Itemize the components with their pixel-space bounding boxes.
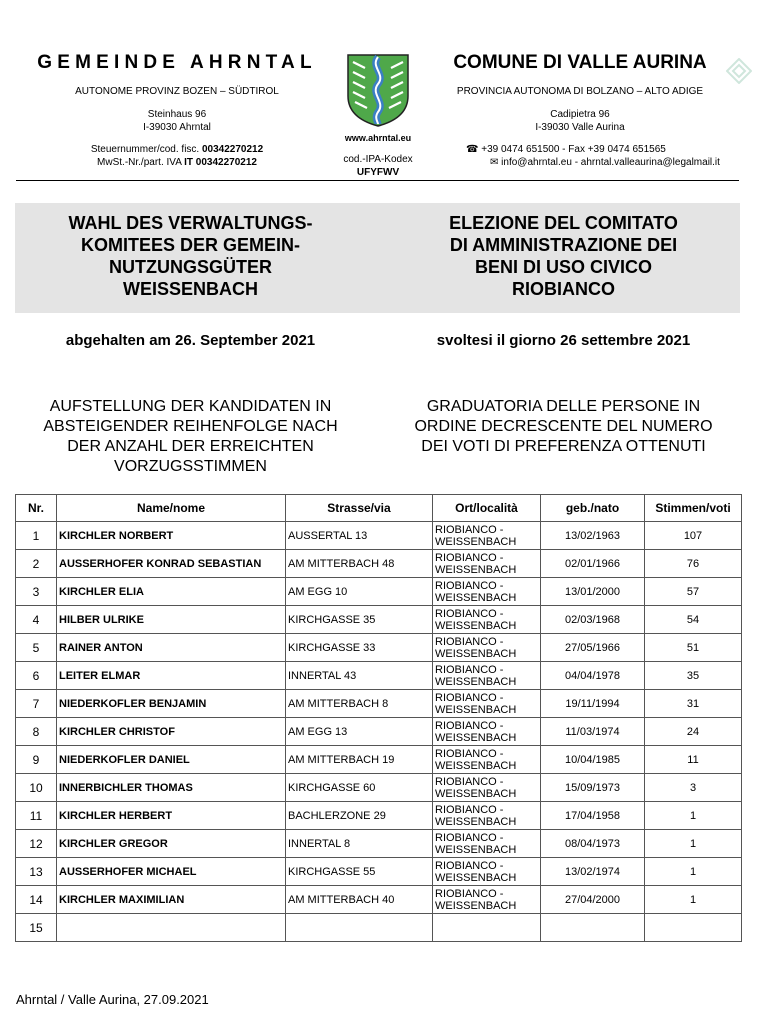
section-de	[18, 397, 363, 477]
location-line2: WEISSENBACH	[435, 647, 517, 660]
location-line2: WEISSENBACH	[435, 619, 517, 632]
cell-nr: 1	[16, 522, 57, 550]
location-line2: WEISSENBACH	[435, 843, 517, 856]
cell-votes: 1	[645, 830, 742, 858]
location-line2: WEISSENBACH	[435, 591, 517, 604]
section-it-line3: DEI VOTI DI PREFERENZA OTTENUTI	[421, 438, 706, 455]
cell-name: KIRCHLER MAXIMILIAN	[57, 886, 286, 914]
cell-street: INNERTAL 43	[286, 662, 433, 690]
location-line2: WEISSENBACH	[435, 703, 517, 716]
date-it: svoltesi il giorno 26 settembre 2021	[436, 332, 691, 349]
cell-location	[433, 718, 541, 746]
cell-location	[433, 606, 541, 634]
vat-value: IT 00342270212	[184, 157, 257, 168]
cell-born: 10/04/1985	[541, 746, 645, 774]
cell-votes: 1	[645, 858, 742, 886]
cell-votes: 31	[645, 690, 742, 718]
location-line1: RIOBIANCO -	[435, 859, 504, 872]
cell-street: KIRCHGASSE 60	[286, 774, 433, 802]
title-de-line1: WAHL DES VERWALTUNGS-	[68, 213, 313, 233]
address-line2-de: I-39030 Ahrntal	[143, 122, 211, 133]
cell-born: 17/04/1958	[541, 802, 645, 830]
section-it	[386, 397, 741, 457]
cell-votes: 1	[645, 886, 742, 914]
cell-name: KIRCHLER GREGOR	[57, 830, 286, 858]
table-row	[16, 634, 742, 662]
location-line2: WEISSENBACH	[435, 815, 517, 828]
header-separator	[16, 180, 739, 181]
title-it-line4: RIOBIANCO	[512, 279, 615, 299]
cell-street: AM MITTERBACH 8	[286, 690, 433, 718]
cell-nr: 11	[16, 802, 57, 830]
cell-votes	[645, 914, 742, 942]
cell-name: KIRCHLER NORBERT	[57, 522, 286, 550]
cell-street: AUSSERTAL 13	[286, 522, 433, 550]
cell-street: KIRCHGASSE 33	[286, 634, 433, 662]
cell-street: AM MITTERBACH 19	[286, 746, 433, 774]
cell-nr: 10	[16, 774, 57, 802]
ipa-label: cod.-IPA-Kodex	[343, 154, 413, 165]
section-de-line2: ABSTEIGENDER REIHENFOLGE NACH	[43, 418, 338, 435]
table-row	[16, 802, 742, 830]
header-right	[430, 52, 730, 169]
cell-location	[433, 746, 541, 774]
location-line2: WEISSENBACH	[435, 871, 517, 884]
location-line1: RIOBIANCO -	[435, 607, 504, 620]
cell-born: 04/04/1978	[541, 662, 645, 690]
location-line1: RIOBIANCO -	[435, 719, 504, 732]
cell-name: AUSSERHOFER KONRAD SEBASTIAN	[57, 550, 286, 578]
tax-value: 00342270212	[201, 144, 264, 155]
cell-location	[433, 886, 541, 914]
cell-name: KIRCHLER ELIA	[57, 578, 286, 606]
location-line1: RIOBIANCO -	[435, 635, 504, 648]
location-line2: WEISSENBACH	[435, 563, 517, 576]
cell-born: 08/04/1973	[541, 830, 645, 858]
title-de-line4: WEISSENBACH	[122, 279, 258, 299]
location-line1: RIOBIANCO -	[435, 747, 504, 760]
cell-nr: 4	[16, 606, 57, 634]
cell-born: 19/11/1994	[541, 690, 645, 718]
phone-icon: ☎	[466, 144, 479, 155]
col-header-name: Name/nome	[57, 495, 286, 522]
col-header-street: Strasse/via	[286, 495, 433, 522]
cell-nr: 6	[16, 662, 57, 690]
cell-votes: 35	[645, 662, 742, 690]
cell-votes: 51	[645, 634, 742, 662]
cell-name: INNERBICHLER THOMAS	[57, 774, 286, 802]
table-row	[16, 578, 742, 606]
table-row	[16, 830, 742, 858]
cell-born: 02/01/1966	[541, 550, 645, 578]
cell-born: 15/09/1973	[541, 774, 645, 802]
section-de-line4: VORZUGSSTIMMEN	[114, 458, 267, 475]
cell-street: KIRCHGASSE 35	[286, 606, 433, 634]
col-header-location: Ort/località	[433, 495, 541, 522]
cell-location	[433, 662, 541, 690]
cell-location	[433, 830, 541, 858]
cell-born	[541, 914, 645, 942]
cell-street: AM MITTERBACH 48	[286, 550, 433, 578]
col-header-votes: Stimmen/voti	[645, 495, 742, 522]
tax-number	[18, 143, 336, 156]
table-row	[16, 774, 742, 802]
cell-nr: 3	[16, 578, 57, 606]
cell-name: KIRCHLER CHRISTOF	[57, 718, 286, 746]
cell-street	[286, 914, 433, 942]
cell-born: 27/05/1966	[541, 634, 645, 662]
location-line2: WEISSENBACH	[435, 759, 517, 772]
cell-nr: 15	[16, 914, 57, 942]
cell-nr: 14	[16, 886, 57, 914]
location-line1: RIOBIANCO -	[435, 803, 504, 816]
results-table	[15, 494, 742, 942]
cell-born: 13/02/1974	[541, 858, 645, 886]
cell-votes: 54	[645, 606, 742, 634]
cell-name: KIRCHLER HERBERT	[57, 802, 286, 830]
location-line2: WEISSENBACH	[435, 675, 517, 688]
date-de: abgehalten am 26. September 2021	[65, 332, 316, 349]
province-de: AUTONOME PROVINZ BOZEN – SÜDTIROL	[75, 86, 279, 97]
cell-nr: 5	[16, 634, 57, 662]
cell-votes: 76	[645, 550, 742, 578]
cell-location	[433, 578, 541, 606]
location-line1: RIOBIANCO -	[435, 775, 504, 788]
title-de-line3: NUTZUNGSGÜTER	[109, 257, 272, 277]
ipa-value: UFYFWV	[356, 167, 400, 178]
title-it-line1: ELEZIONE DEL COMITATO	[449, 213, 678, 233]
cell-name	[57, 914, 286, 942]
cell-born: 13/02/1963	[541, 522, 645, 550]
table-row	[16, 662, 742, 690]
title-it-line3: BENI DI USO CIVICO	[474, 257, 653, 277]
cell-street: AM EGG 10	[286, 578, 433, 606]
table-row	[16, 746, 742, 774]
table-header-row	[16, 495, 742, 522]
table-row	[16, 606, 742, 634]
col-header-nr: Nr.	[16, 495, 57, 522]
address-line2-it: I-39030 Valle Aurina	[535, 122, 625, 133]
location-line1: RIOBIANCO -	[435, 663, 504, 676]
cell-votes: 57	[645, 578, 742, 606]
cell-born: 27/04/2000	[541, 886, 645, 914]
section-it-line2: ORDINE DECRESCENTE DEL NUMERO	[414, 418, 713, 435]
section-it-line1: GRADUATORIA DELLE PERSONE IN	[426, 398, 701, 415]
cell-street: BACHLERZONE 29	[286, 802, 433, 830]
cell-votes: 11	[645, 746, 742, 774]
cell-location	[433, 774, 541, 802]
address-line1-it: Cadipietra 96	[550, 109, 610, 120]
location-line2: WEISSENBACH	[435, 535, 517, 548]
email-line	[430, 156, 730, 169]
title-it	[386, 212, 741, 300]
cell-name: NIEDERKOFLER DANIEL	[57, 746, 286, 774]
org-name-it: COMUNE DI VALLE AURINA	[453, 52, 707, 73]
table-row	[16, 718, 742, 746]
email-text[interactable]: info@ahrntal.eu - ahrntal.valleaurina@legalmail.it	[501, 157, 720, 168]
table-row	[16, 690, 742, 718]
cell-born: 11/03/1974	[541, 718, 645, 746]
cell-votes: 1	[645, 802, 742, 830]
cell-name: NIEDERKOFLER BENJAMIN	[57, 690, 286, 718]
cell-nr: 13	[16, 858, 57, 886]
cell-location	[433, 634, 541, 662]
cell-nr: 7	[16, 690, 57, 718]
cell-location	[433, 858, 541, 886]
org-name-de: GEMEINDE AHRNTAL	[37, 52, 317, 73]
cell-street: INNERTAL 8	[286, 830, 433, 858]
mail-icon: ✉	[490, 157, 499, 168]
location-line1: RIOBIANCO -	[435, 831, 504, 844]
cell-street: AM EGG 13	[286, 718, 433, 746]
phone-text: +39 0474 651500 - Fax +39 0474 651565	[481, 144, 666, 155]
province-it: PROVINCIA AUTONOMA DI BOLZANO – ALTO ADIGE	[456, 86, 704, 97]
cell-name: RAINER ANTON	[57, 634, 286, 662]
cell-location	[433, 914, 541, 942]
phone-line	[430, 143, 730, 156]
header-left	[18, 52, 336, 169]
cell-street: AM MITTERBACH 40	[286, 886, 433, 914]
cell-location	[433, 690, 541, 718]
cell-born: 02/03/1968	[541, 606, 645, 634]
cell-location	[433, 802, 541, 830]
website[interactable]: www.ahrntal.eu	[344, 133, 412, 143]
cell-nr: 8	[16, 718, 57, 746]
cell-street: KIRCHGASSE 55	[286, 858, 433, 886]
cell-nr: 12	[16, 830, 57, 858]
document-badge-icon	[726, 58, 752, 84]
table-row	[16, 886, 742, 914]
cell-nr: 2	[16, 550, 57, 578]
cell-location	[433, 550, 541, 578]
cell-votes: 3	[645, 774, 742, 802]
vat-label: MwSt.-Nr./part. IVA	[97, 157, 182, 168]
tax-label: Steuernummer/cod. fisc.	[90, 144, 200, 155]
title-it-line2: DI AMMINISTRAZIONE DEI	[449, 235, 678, 255]
location-line1: RIOBIANCO -	[435, 551, 504, 564]
address-line1-de: Steinhaus 96	[147, 109, 207, 120]
location-line1: RIOBIANCO -	[435, 887, 504, 900]
location-line2: WEISSENBACH	[435, 899, 517, 912]
title-de	[18, 212, 363, 300]
cell-location	[433, 522, 541, 550]
coat-of-arms-icon	[345, 52, 411, 128]
vat-number	[18, 156, 336, 169]
section-de-line1: AUFSTELLUNG DER KANDIDATEN IN	[49, 398, 332, 415]
location-line2: WEISSENBACH	[435, 787, 517, 800]
section-de-line3: DER ANZAHL DER ERREICHTEN	[67, 438, 314, 455]
cell-votes: 107	[645, 522, 742, 550]
table-row	[16, 550, 742, 578]
cell-name: AUSSERHOFER MICHAEL	[57, 858, 286, 886]
cell-born: 13/01/2000	[541, 578, 645, 606]
table-row	[16, 858, 742, 886]
footer-place-date: Ahrntal / Valle Aurina, 27.09.2021	[16, 992, 209, 1007]
cell-nr: 9	[16, 746, 57, 774]
location-line1: RIOBIANCO -	[435, 691, 504, 704]
cell-name: HILBER ULRIKE	[57, 606, 286, 634]
municipality-logo	[343, 52, 413, 179]
title-de-line2: KOMITEES DER GEMEIN-	[80, 235, 300, 255]
table-row	[16, 914, 742, 942]
location-line1: RIOBIANCO -	[435, 523, 504, 536]
cell-name: LEITER ELMAR	[57, 662, 286, 690]
location-line2: WEISSENBACH	[435, 731, 517, 744]
location-line1: RIOBIANCO -	[435, 579, 504, 592]
cell-votes: 24	[645, 718, 742, 746]
col-header-born: geb./nato	[541, 495, 645, 522]
table-row	[16, 522, 742, 550]
